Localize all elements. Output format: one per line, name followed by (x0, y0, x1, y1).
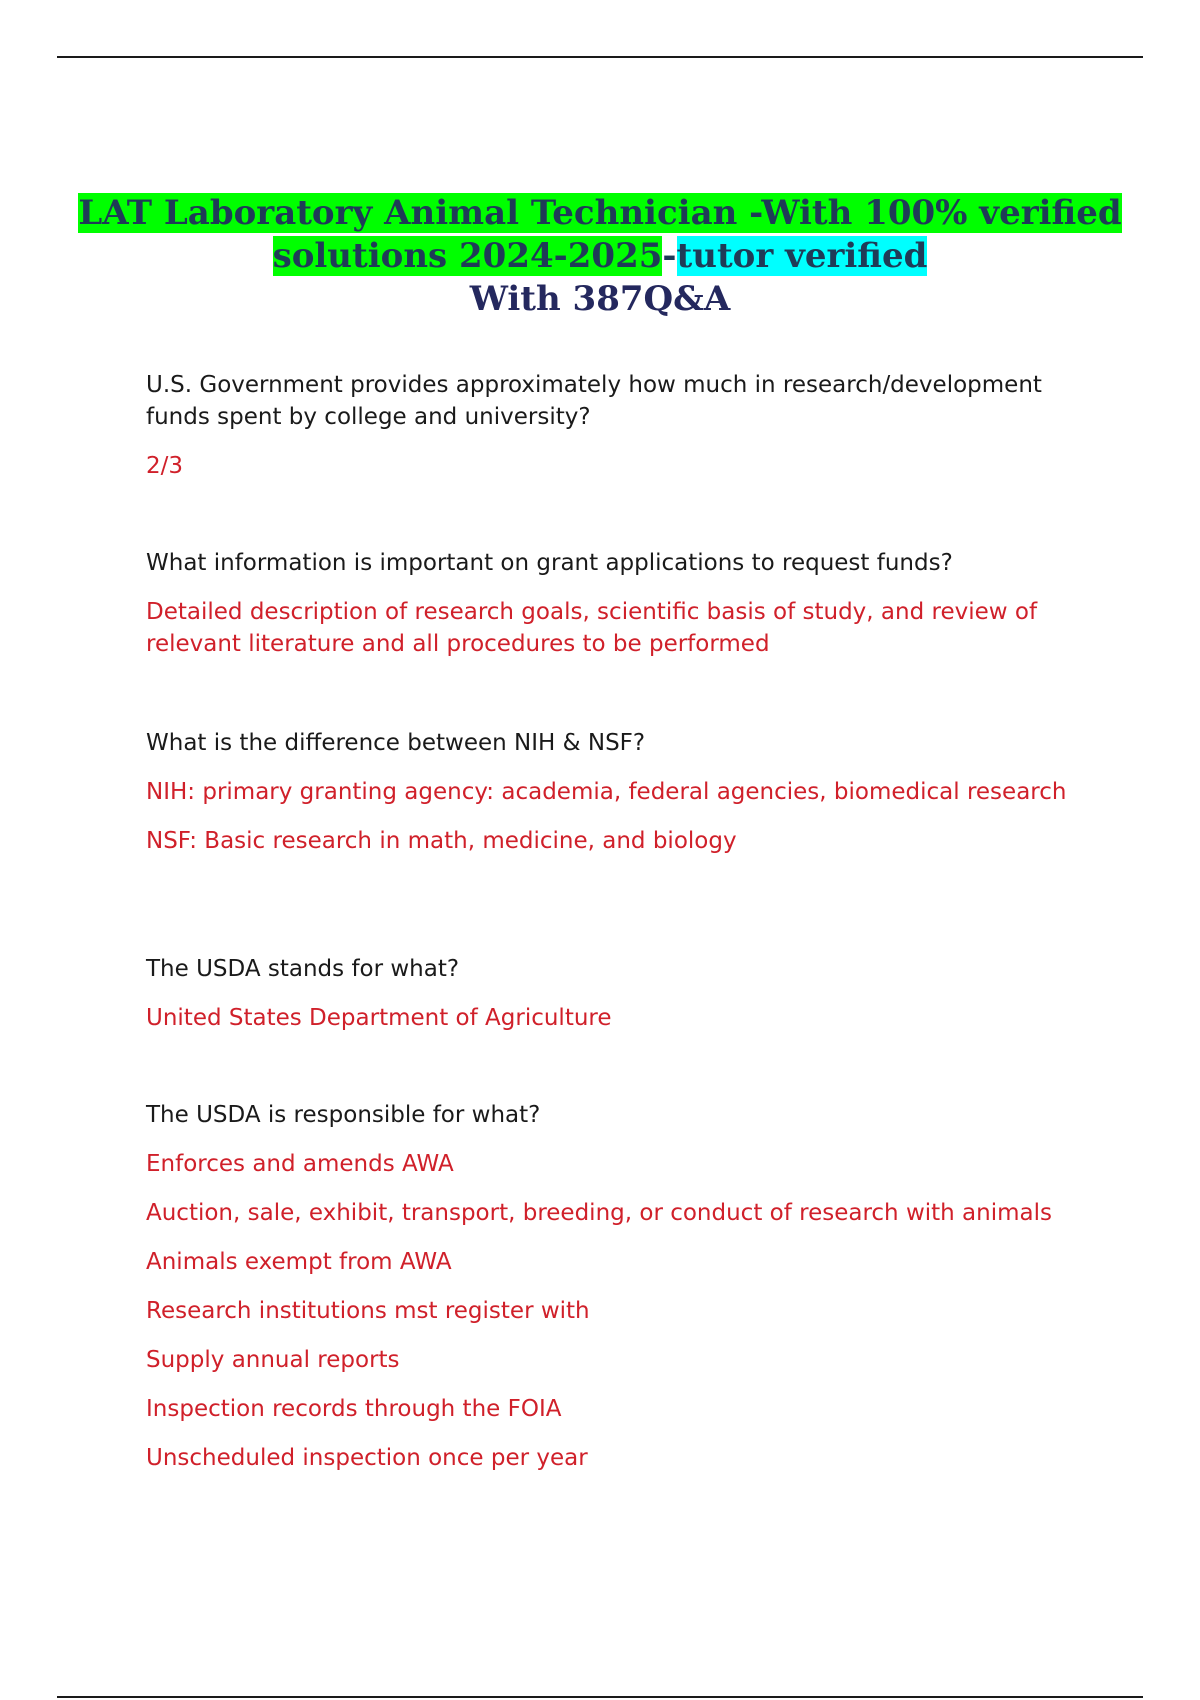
document-title-block (0, 192, 1200, 321)
title-dash: - (662, 236, 677, 276)
qa-item (146, 727, 1076, 857)
document-subtitle: With 387Q&A (469, 279, 731, 319)
answer-text: Research institutions mst register with (146, 1298, 590, 1324)
document-title (0, 192, 1200, 278)
footer-rule (57, 1696, 1143, 1698)
question-text: U.S. Government provides approximately how much in research/development funds spent by college and university? (146, 372, 1042, 430)
answer-text: Animals exempt from AWA (146, 1249, 452, 1275)
title-highlight-green-2: solutions 2024-2025 (272, 236, 663, 276)
answer-text: Inspection records through the FOIA (146, 1396, 562, 1422)
answer-text: Unscheduled inspection once per year (146, 1445, 588, 1471)
question-text: What information is important on grant applications to request funds? (146, 550, 953, 576)
answer-text: Supply annual reports (146, 1347, 400, 1373)
qa-item (146, 547, 1076, 660)
answer-text: NSF: Basic research in math, medicine, and biology (146, 828, 737, 854)
question-text: The USDA stands for what? (146, 956, 460, 982)
header-rule (57, 56, 1143, 58)
question-text: The USDA is responsible for what? (146, 1102, 541, 1128)
answer-text: Enforces and amends AWA (146, 1151, 454, 1177)
title-highlight-green: LAT Laboratory Animal Technician -With 100% verified (78, 193, 1122, 233)
title-highlight-cyan: tutor verified (676, 236, 928, 276)
question-text: What is the difference between NIH & NSF? (146, 730, 646, 756)
qa-item (146, 953, 1076, 1034)
qa-item (146, 1099, 1076, 1474)
answer-text: United States Department of Agriculture (146, 1005, 612, 1031)
answer-text: Auction, sale, exhibit, transport, breeding, or conduct of research with animals (146, 1200, 1052, 1226)
qa-item (146, 369, 1076, 482)
answer-text: Detailed description of research goals, scientific basis of study, and review of relevant literature and all procedures to be performed (146, 599, 1038, 657)
answer-text: 2/3 (146, 453, 184, 479)
answer-text: NIH: primary granting agency: academia, federal agencies, biomedical research (146, 779, 1067, 805)
